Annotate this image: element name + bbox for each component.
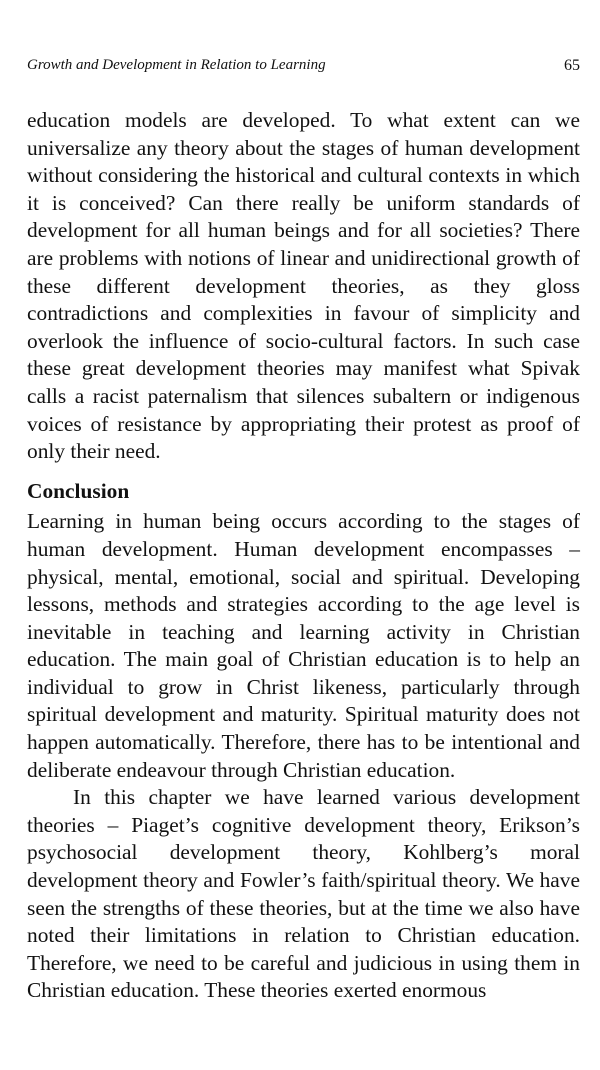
running-header [27, 57, 580, 77]
body-text [27, 107, 580, 1005]
running-title: Growth and Development in Relation to Learning [27, 57, 326, 73]
paragraph-conclusion: Learning in human being occurs according to the stages of human development. Human development encompasses – physical, mental, emotional, social and spiritual. Developing lessons, methods and strategies according to the age level is inevitable in teaching and learning activity in Christian education. The main goal of Christian education is to help an individual to grow in Christ likeness, particularly through spiritual development and maturity. Spiritual maturity does not happen automatically. Therefore, there has to be intentional and deliberate endeavour through Christian education. [27, 509, 580, 782]
section-heading-conclusion: Conclusion [27, 478, 130, 503]
paragraph-chapter-summary: In this chapter we have learned various development theories – Piaget’s cognitive development theory, Erikson’s psychosocial development theory, Kohlberg’s moral development theory and Fowler’s faith/spiritual theory. We have seen the strengths of these theories, but at the time we also have noted their limitations in relation to Christian education. Therefore, we need to be careful and judicious in using them in Christian education. These theories exerted enormous [27, 785, 580, 1003]
paragraph-continued: education models are developed. To what extent can we universalize any theory about the stages of human development without considering the historical and cultural contexts in which it is conceived? Can there really be uniform standards of development for all human beings and for all societies? There are problems with notions of linear and unidirectional growth of these different development theories, as they gloss contradictions and complexities in favour of simplicity and overlook the influence of socio-cultural factors. In such case these great development theories may manifest what Spivak calls a racist paternalism that silences subaltern or indigenous voices of resistance by appropriating their protest as proof of only their need. [27, 108, 580, 464]
page-number: 65 [564, 57, 580, 74]
